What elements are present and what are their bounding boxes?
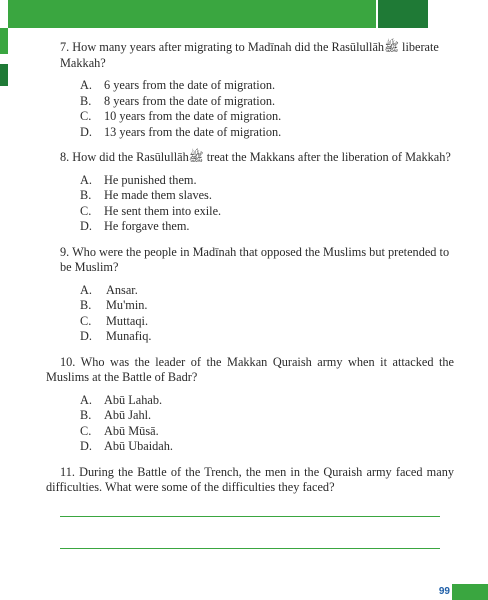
option-text: 8 years from the date of migration. bbox=[104, 93, 276, 108]
left-dark-green-tab bbox=[0, 64, 8, 86]
option-letter: A. bbox=[80, 78, 92, 92]
option-letter: B. bbox=[80, 188, 92, 202]
question-11 bbox=[46, 465, 454, 496]
option-letter: D. bbox=[80, 329, 92, 343]
option-list bbox=[80, 283, 454, 345]
option-d bbox=[80, 329, 454, 345]
option-letter: A. bbox=[80, 282, 92, 297]
option-b bbox=[80, 94, 454, 110]
option-list bbox=[80, 393, 454, 455]
option-text: Abū Mūsā. bbox=[104, 423, 159, 438]
option-d bbox=[80, 439, 454, 455]
question-9 bbox=[46, 245, 454, 345]
option-list bbox=[80, 78, 454, 140]
left-green-tab bbox=[0, 28, 8, 54]
question-text: 9. Who were the people in Madīnah that opposed the Muslims but pretended to be Muslim? bbox=[60, 244, 450, 274]
question-7 bbox=[46, 40, 454, 140]
option-c bbox=[80, 314, 454, 330]
option-letter: C. bbox=[80, 423, 92, 438]
option-text: He made them slaves. bbox=[104, 188, 212, 202]
option-text: 10 years from the date of migration. bbox=[104, 109, 282, 123]
option-d bbox=[80, 219, 454, 235]
option-letter: D. bbox=[80, 219, 92, 233]
option-letter: A. bbox=[80, 172, 92, 187]
option-a bbox=[80, 78, 454, 94]
option-list bbox=[80, 173, 454, 235]
option-letter: D. bbox=[80, 124, 92, 139]
option-c bbox=[80, 204, 454, 220]
option-letter: B. bbox=[80, 408, 92, 422]
option-text: He forgave them. bbox=[104, 219, 190, 233]
bottom-green-tab bbox=[452, 584, 488, 600]
option-c bbox=[80, 109, 454, 125]
option-text: Abū Jahl. bbox=[104, 408, 152, 422]
question-10 bbox=[46, 355, 454, 455]
option-letter: B. bbox=[80, 93, 92, 108]
option-text: He sent them into exile. bbox=[104, 203, 222, 218]
option-c bbox=[80, 424, 454, 440]
answer-line[interactable] bbox=[60, 516, 440, 517]
question-8 bbox=[46, 150, 454, 235]
option-text: Abū Ubaidah. bbox=[104, 439, 173, 453]
top-green-bar bbox=[8, 0, 376, 28]
page-number: 99 bbox=[438, 586, 450, 597]
option-text: Abū Lahab. bbox=[104, 392, 163, 407]
option-a bbox=[80, 173, 454, 189]
option-text: He punished them. bbox=[104, 172, 197, 187]
option-text: Ansar. bbox=[106, 282, 138, 297]
option-letter: C. bbox=[80, 109, 92, 123]
option-b bbox=[80, 188, 454, 204]
question-text: 11. During the Battle of the Trench, the men in the Quraish army faced many difficulties. What were some of the difficulties they faced? bbox=[46, 464, 454, 494]
option-d bbox=[80, 125, 454, 141]
worksheet bbox=[46, 40, 454, 506]
option-text: Munafiq. bbox=[106, 329, 152, 343]
question-text: 8. How did the Rasūlullāhﷺ treat the Makkans after the liberation of Makkah? bbox=[60, 150, 451, 164]
option-a bbox=[80, 393, 454, 409]
top-dark-green-block bbox=[378, 0, 428, 28]
option-a bbox=[80, 283, 454, 299]
option-letter: B. bbox=[80, 298, 92, 312]
option-text: Muttaqi. bbox=[106, 313, 149, 328]
option-b bbox=[80, 298, 454, 314]
option-letter: C. bbox=[80, 313, 92, 328]
question-text: 10. Who was the leader of the Makkan Quraish army when it attacked the Muslims at the Battle of Badr? bbox=[46, 354, 454, 384]
option-text: 6 years from the date of migration. bbox=[104, 78, 276, 92]
option-text: 13 years from the date of migration. bbox=[104, 124, 282, 139]
option-text: Mu'min. bbox=[106, 298, 148, 312]
option-letter: D. bbox=[80, 439, 92, 453]
question-text: 7. How many years after migrating to Madīnah did the Rasūlullāhﷺ liberate Makkah? bbox=[60, 40, 439, 70]
option-b bbox=[80, 408, 454, 424]
option-letter: C. bbox=[80, 203, 92, 218]
answer-line[interactable] bbox=[60, 548, 440, 549]
option-letter: A. bbox=[80, 392, 92, 407]
